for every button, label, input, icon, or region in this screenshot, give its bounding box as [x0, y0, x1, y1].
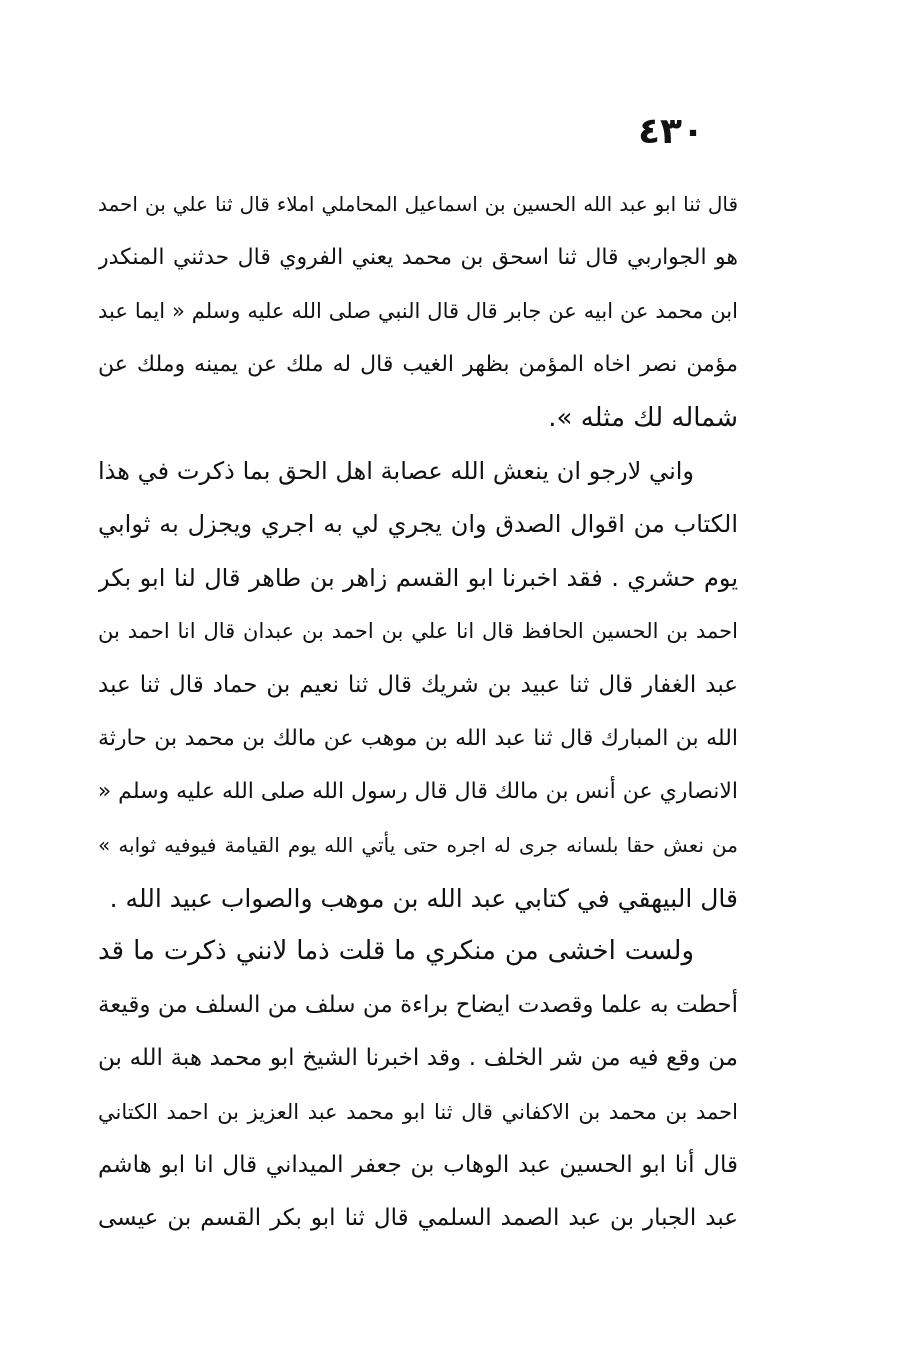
text-line: ولست اخشى من منكري ما قلت ذما لانني ذكرت ما قد: [98, 936, 694, 967]
page-number: ٤٣٠: [638, 111, 704, 152]
text-line: ابن محمد عن ابيه عن جابر قال قال النبي صلى الله عليه وسلم « ايما عبد: [98, 298, 738, 323]
body-text: [98, 178, 738, 1246]
text-line: قال البيهقي في كتابي عبد الله بن موهب والصواب عبيد الله .: [109, 884, 738, 914]
text-line: يوم حشري . فقد اخبرنا ابو القسم زاهر بن طاهر قال لنا ابو بكر: [98, 563, 738, 592]
text-line: من نعش حقا بلسانه جرى له اجره حتى يأتي الله يوم القيامة فيوفيه ثوابه »: [98, 832, 738, 857]
text-line: عبد الغفار قال ثنا عبيد بن شريك قال ثنا نعيم بن حماد قال ثنا عبد: [98, 671, 738, 698]
text-line: هو الجواربي قال ثنا اسحق بن محمد يعني الفروي قال حدثني المنكدر: [98, 245, 738, 271]
text-line: قال ثنا ابو عبد الله الحسين بن اسماعيل المحاملي املاء قال ثنا علي بن احمد: [98, 192, 738, 216]
text-line: شماله لك مثله ».: [548, 402, 738, 433]
text-line: الكتاب من اقوال الصدق وان يجري لي به اجري ويجزل به ثوابي: [98, 510, 738, 539]
text-line: واني لارجو ان ينعش الله عصابة اهل الحق بما ذكرت في هذا: [98, 456, 694, 485]
text-line: الله بن المبارك قال ثنا عبد الله بن موهب عن مالك بن محمد بن حارثة: [98, 725, 738, 751]
text-line: من وقع فيه من شر الخلف . وقد اخبرنا الشيخ ابو محمد هبة الله بن: [98, 1045, 738, 1072]
text-line: مؤمن نصر اخاه المؤمن بظهر الغيب قال له ملك عن يمينه وملك عن: [98, 352, 738, 378]
text-line: قال أنا ابو الحسين عبد الوهاب بن جعفر الميداني قال انا ابو هاشم: [98, 1152, 738, 1179]
text-line: احمد بن محمد بن الاكفاني قال ثنا ابو محمد عبد العزيز بن احمد الكتاني: [98, 1099, 738, 1124]
text-line: احمد بن الحسين الحافظ قال انا علي بن احمد بن عبدان قال انا احمد بن: [98, 619, 738, 644]
text-line: أحطت به علما وقصدت ايضاح براءة من سلف من السلف من وقيعة: [98, 991, 738, 1018]
text-line: الانصاري عن أنس بن مالك قال قال رسول الله صلى الله عليه وسلم «: [98, 779, 738, 805]
text-line: عبد الجبار بن عبد الصمد السلمي قال ثنا ابو بكر القسم بن عيسى: [98, 1205, 738, 1232]
